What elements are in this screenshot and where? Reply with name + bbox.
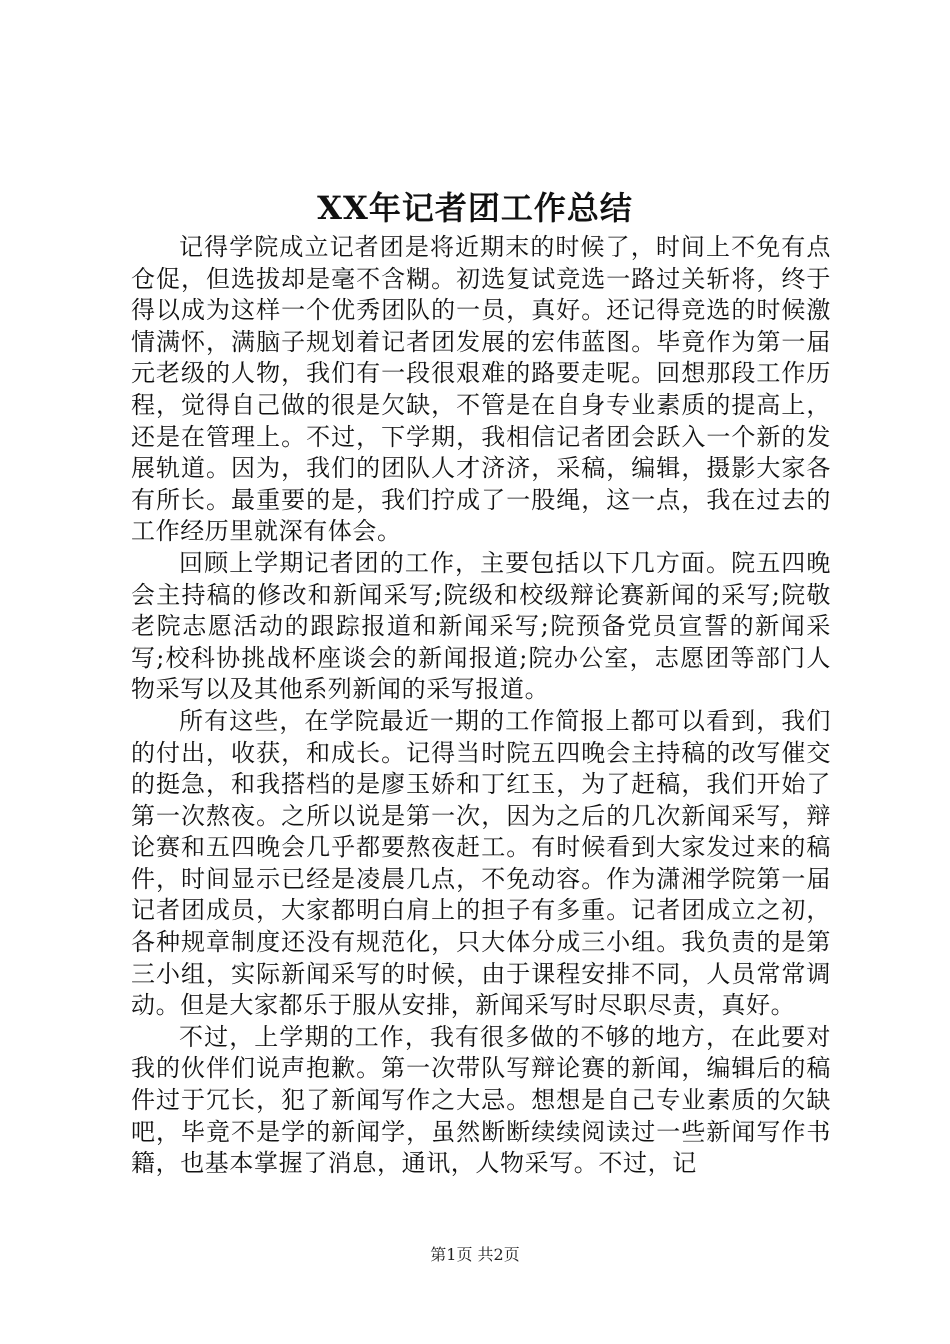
document-body [131, 232, 831, 1180]
paragraph-4: 不过，上学期的工作，我有很多做的不够的地方，在此要对我的伙伴们说声抱歉。第一次带队写辩论赛的新闻，编辑后的稿件过于冗长，犯了新闻写作之大忌。想想是自己专业素质的欠缺吧，毕竟不是学的新闻学，虽然断断续续阅读过一些新闻写作书籍，也基本掌握了消息，通讯，人物采写。不过，记 [131, 1022, 831, 1178]
paragraph-2: 回顾上学期记者团的工作，主要包括以下几方面。院五四晚会主持稿的修改和新闻采写;院级和校级辩论赛新闻的采写;院敬老院志愿活动的跟踪报道和新闻采写;院预备党员宣誓的新闻采写;校科协挑战杯座谈会的新闻报道;院办公室，志愿团等部门人物采写以及其他系列新闻的采写报道。 [131, 548, 831, 704]
paragraph-1: 记得学院成立记者团是将近期末的时候了，时间上不免有点仓促，但选拔却是毫不含糊。初选复试竞选一路过关斩将，终于得以成为这样一个优秀团队的一员，真好。还记得竞选的时候激情满怀，满脑子规划着记者团发展的宏伟蓝图。毕竟作为第一届元老级的人物，我们有一段很艰难的路要走呢。回想那段工作历程，觉得自己做的很是欠缺，不管是在自身专业素质的提高上，还是在管理上。不过，下学期，我相信记者团会跃入一个新的发展轨道。因为，我们的团队人才济济，采稿，编辑，摄影大家各有所长。最重要的是，我们拧成了一股绳，这一点，我在过去的工作经历里就深有体会。 [131, 233, 831, 546]
paragraph-3: 所有这些，在学院最近一期的工作简报上都可以看到，我们的付出，收获，和成长。记得当时院五四晚会主持稿的改写催交的挺急，和我搭档的是廖玉娇和丁红玉，为了赶稿，我们开始了第一次熬夜。之所以说是第一次，因为之后的几次新闻采写，辩论赛和五四晚会几乎都要熬夜赶工。有时候看到大家发过来的稿件，时间显示已经是凌晨几点，不免动容。作为潇湘学院第一届记者团成员，大家都明白肩上的担子有多重。记者团成立之初，各种规章制度还没有规范化，只大体分成三小组。我负责的是第三小组，实际新闻采写的时候，由于课程安排不同，人员常常调动。但是大家都乐于服从安排，新闻采写时尽职尽责，真好。 [131, 706, 831, 1020]
document-title: XX年记者团工作总结 [317, 189, 633, 227]
page-footer: 第1页 共2页 [430, 1245, 520, 1264]
